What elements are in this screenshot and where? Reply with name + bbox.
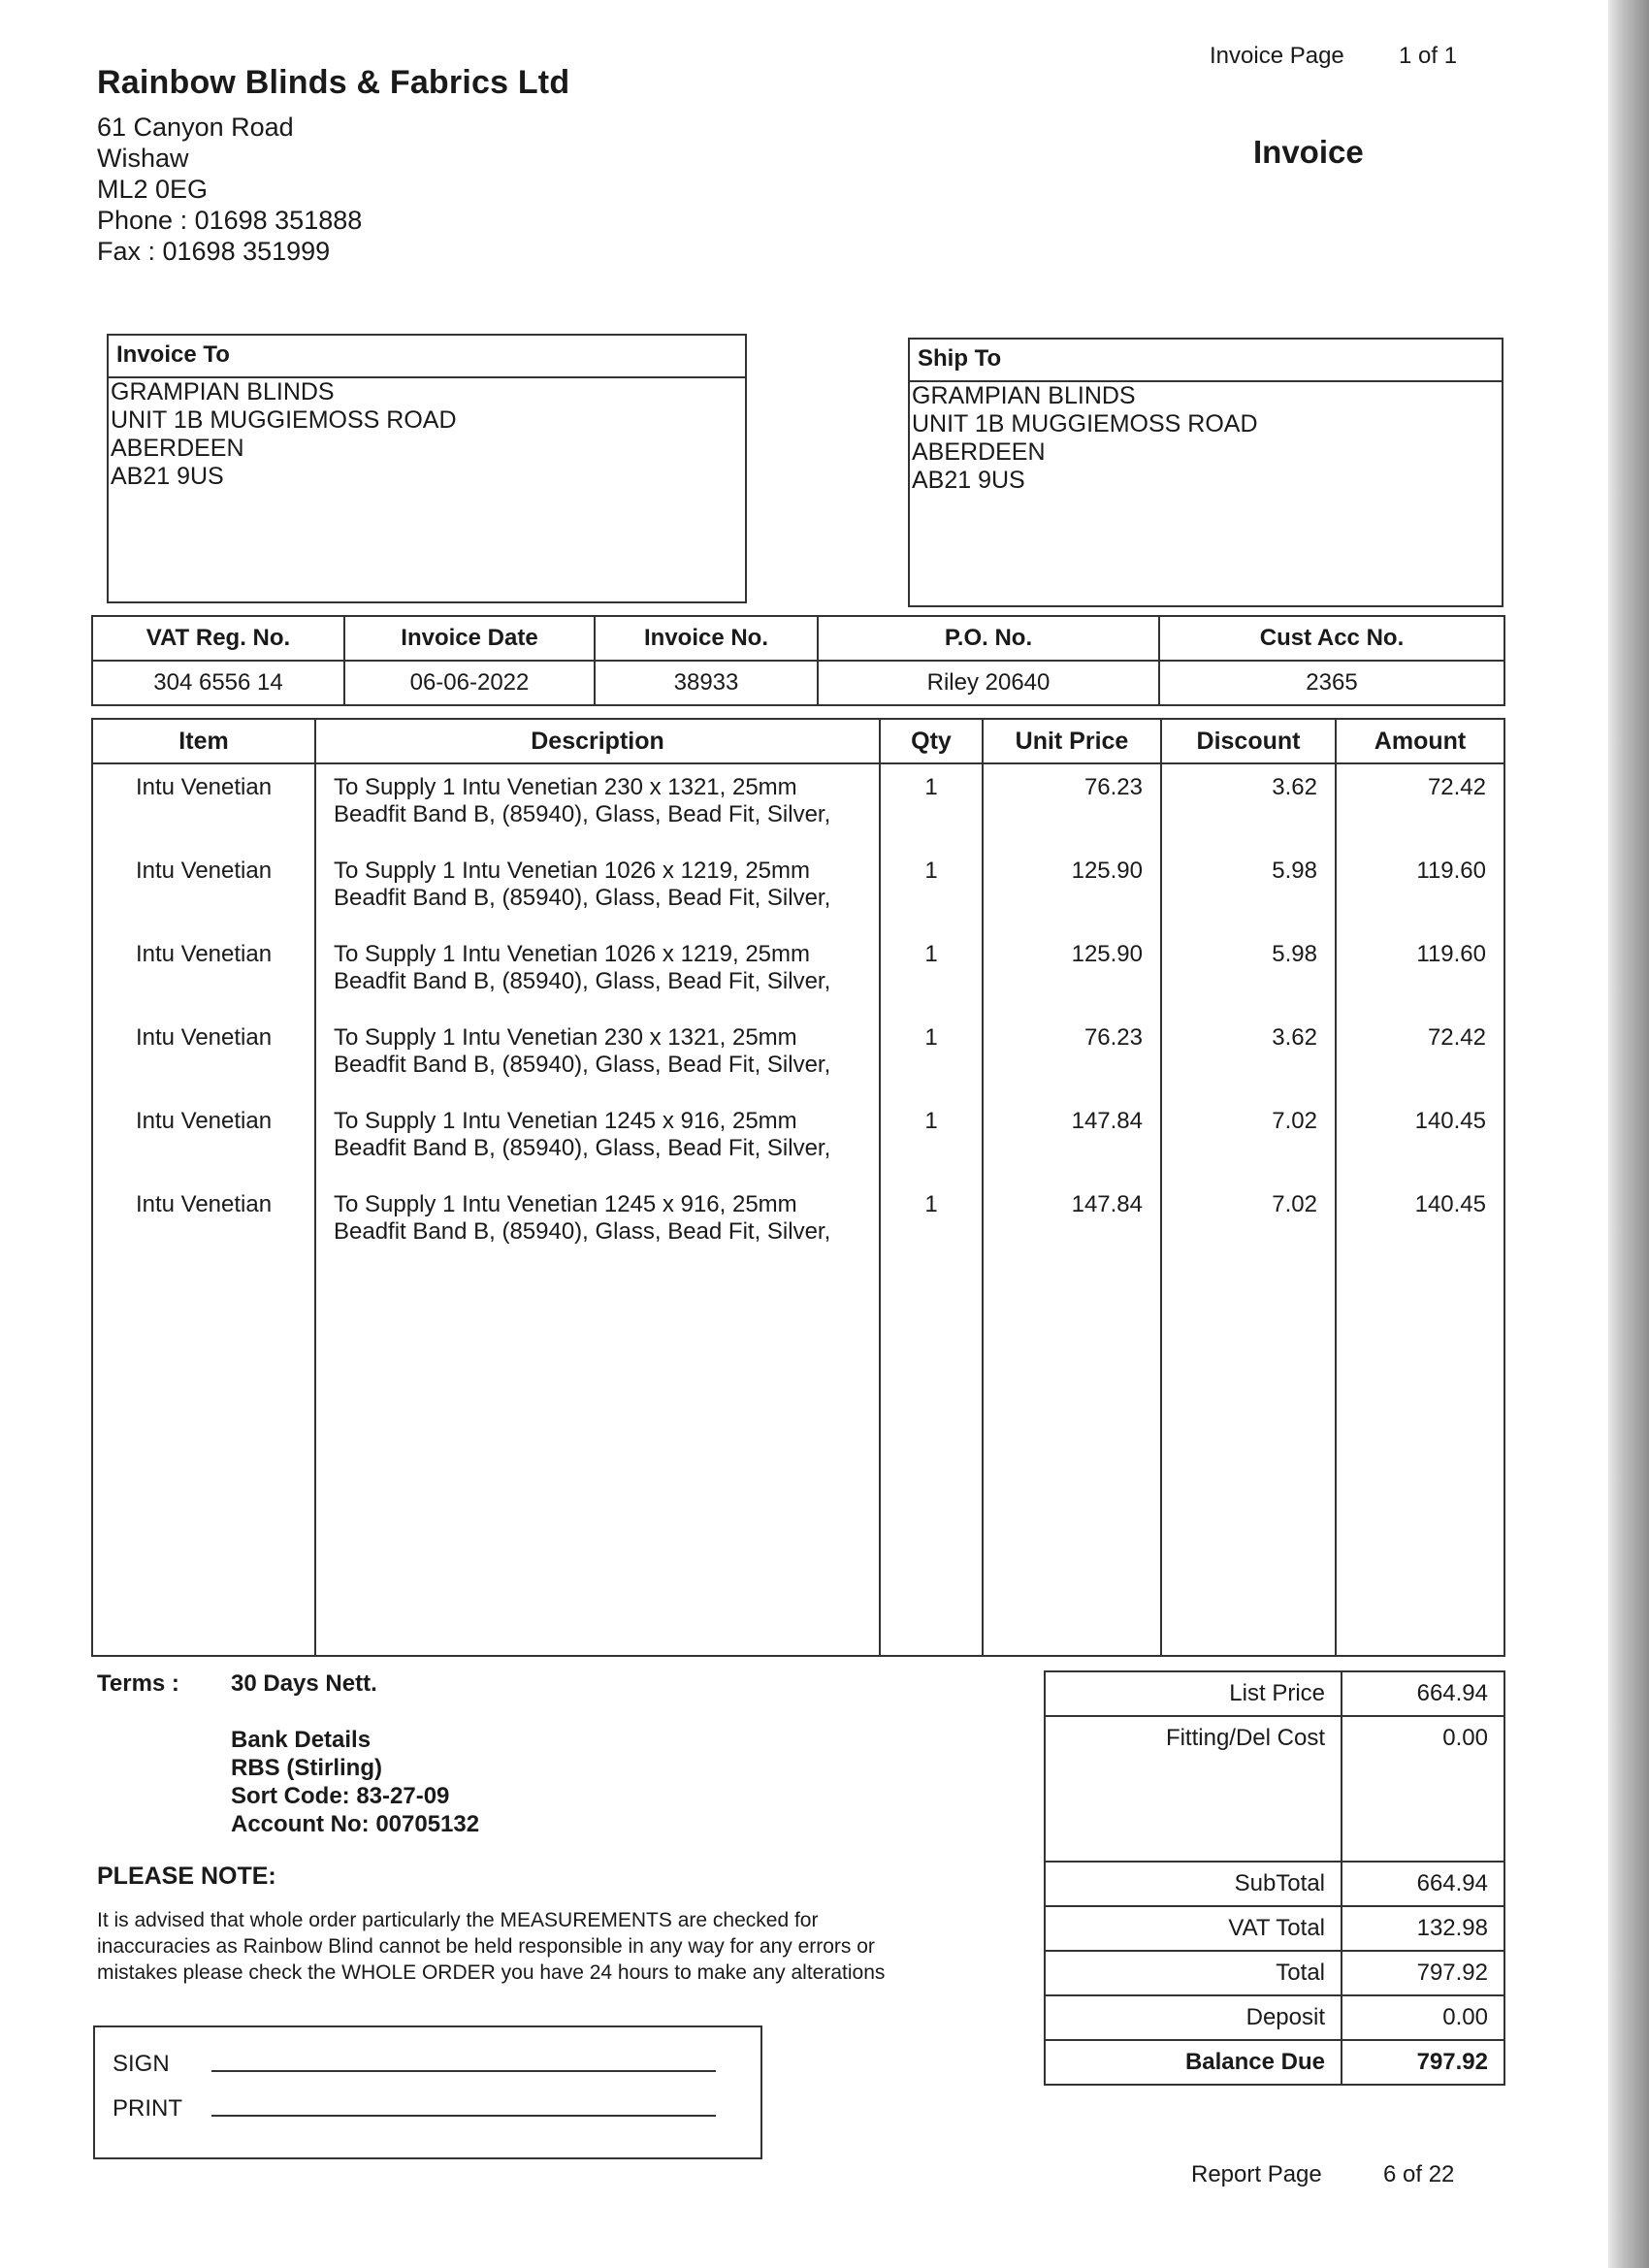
description-line: To Supply 1 Intu Venetian 1026 x 1219, 25mm <box>334 941 811 967</box>
description-line: Beadfit Band B, (85940), Glass, Bead Fit, Silver, <box>334 1052 831 1078</box>
bank-details-title: Bank Details <box>231 1727 372 1753</box>
description-line: Beadfit Band B, (85940), Glass, Bead Fit, Silver, <box>334 885 831 911</box>
table-filler-row <box>92 1265 1504 1656</box>
invoice-page-value: 1 of 1 <box>1399 43 1458 69</box>
unit-price-cell: 147.84 <box>983 1182 1161 1265</box>
qty-header: Qty <box>880 719 983 763</box>
note-line: mistakes please check the WHOLE ORDER you have 24 hours to make any alterations <box>97 1961 886 1984</box>
description-line: Beadfit Band B, (85940), Glass, Bead Fit, Silver, <box>334 801 831 827</box>
please-note-title: PLEASE NOTE: <box>97 1863 276 1890</box>
description-line: Beadfit Band B, (85940), Glass, Bead Fit, Silver, <box>334 968 831 994</box>
balance-due-value: 797.92 <box>1342 2040 1504 2085</box>
description-cell <box>315 931 880 1015</box>
subtotal-label: SubTotal <box>1045 1862 1342 1906</box>
account-number: Account No: 00705132 <box>231 1811 480 1837</box>
unit-price-cell: 147.84 <box>983 1098 1161 1182</box>
item-cell: Intu Venetian <box>92 763 315 848</box>
table-row <box>92 931 1504 1015</box>
line-items-table <box>91 718 1505 1657</box>
note-line: inaccuracies as Rainbow Blind cannot be held responsible in any way for any errors or <box>97 1935 875 1958</box>
discount-header: Discount <box>1161 719 1336 763</box>
amount-cell: 119.60 <box>1336 931 1504 1015</box>
discount-cell: 3.62 <box>1161 1015 1336 1098</box>
description-line: Beadfit Band B, (85940), Glass, Bead Fit, Silver, <box>334 1218 831 1245</box>
company-fax: Fax : 01698 351999 <box>97 237 331 266</box>
print-line[interactable] <box>211 2115 716 2117</box>
ship-to-title: Ship To <box>910 340 1502 382</box>
invoice-to-title: Invoice To <box>109 336 745 378</box>
bank-name: RBS (Stirling) <box>231 1755 382 1781</box>
terms-label: Terms : <box>97 1670 179 1697</box>
description-header: Description <box>315 719 880 763</box>
amount-cell: 119.60 <box>1336 848 1504 931</box>
amount-cell: 140.45 <box>1336 1182 1504 1265</box>
report-page-label: Report Page <box>1191 2161 1322 2187</box>
invoice-to-line: UNIT 1B MUGGIEMOSS ROAD <box>111 406 457 434</box>
po-no-value: Riley 20640 <box>818 661 1159 705</box>
invoice-date-value: 06-06-2022 <box>344 661 595 705</box>
invoice-to-line: ABERDEEN <box>111 435 244 462</box>
invoice-to-box <box>107 334 747 603</box>
table-row <box>92 1015 1504 1098</box>
report-page-value: 6 of 22 <box>1383 2161 1455 2187</box>
ship-to-line: AB21 9US <box>912 467 1025 494</box>
subtotal-value: 664.94 <box>1342 1862 1504 1906</box>
company-address-line: 61 Canyon Road <box>97 113 294 142</box>
ship-to-line: UNIT 1B MUGGIEMOSS ROAD <box>912 410 1258 437</box>
qty-cell: 1 <box>880 1182 983 1265</box>
invoice-to-line: AB21 9US <box>111 463 224 490</box>
scan-edge-shadow <box>1608 0 1649 2268</box>
description-line: To Supply 1 Intu Venetian 1245 x 916, 25mm <box>334 1108 797 1134</box>
description-line: Beadfit Band B, (85940), Glass, Bead Fit, Silver, <box>334 1135 831 1161</box>
ship-to-line: GRAMPIAN BLINDS <box>912 382 1136 409</box>
totals-table <box>1044 1670 1505 2086</box>
unit-price-header: Unit Price <box>983 719 1161 763</box>
invoice-no-value: 38933 <box>595 661 818 705</box>
invoice-to-line: GRAMPIAN BLINDS <box>111 378 335 405</box>
item-cell: Intu Venetian <box>92 931 315 1015</box>
table-row <box>92 1182 1504 1265</box>
document-title: Invoice <box>1253 134 1364 170</box>
note-line: It is advised that whole order particularly the MEASUREMENTS are checked for <box>97 1909 819 1931</box>
item-cell: Intu Venetian <box>92 1015 315 1098</box>
table-row <box>92 763 1504 848</box>
discount-cell: 7.02 <box>1161 1182 1336 1265</box>
qty-cell: 1 <box>880 1015 983 1098</box>
item-cell: Intu Venetian <box>92 1182 315 1265</box>
description-cell <box>315 848 880 931</box>
po-no-header: P.O. No. <box>818 616 1159 661</box>
discount-cell: 5.98 <box>1161 931 1336 1015</box>
description-cell <box>315 763 880 848</box>
cust-acc-value: 2365 <box>1159 661 1504 705</box>
company-name: Rainbow Blinds & Fabrics Ltd <box>97 64 570 101</box>
vat-total-value: 132.98 <box>1342 1906 1504 1951</box>
description-line: To Supply 1 Intu Venetian 1245 x 916, 25mm <box>334 1191 797 1217</box>
qty-cell: 1 <box>880 848 983 931</box>
table-row <box>92 1098 1504 1182</box>
amount-cell: 140.45 <box>1336 1098 1504 1182</box>
vat-reg-value: 304 6556 14 <box>92 661 344 705</box>
description-line: To Supply 1 Intu Venetian 230 x 1321, 25mm <box>334 774 797 800</box>
ship-to-line: ABERDEEN <box>912 438 1046 466</box>
deposit-value: 0.00 <box>1342 1995 1504 2040</box>
vat-reg-header: VAT Reg. No. <box>92 616 344 661</box>
invoice-page-label: Invoice Page <box>1210 43 1344 69</box>
description-cell <box>315 1098 880 1182</box>
ship-to-box <box>908 338 1504 607</box>
discount-cell: 3.62 <box>1161 763 1336 848</box>
unit-price-cell: 76.23 <box>983 763 1161 848</box>
description-line: To Supply 1 Intu Venetian 1026 x 1219, 25mm <box>334 858 811 884</box>
total-value: 797.92 <box>1342 1951 1504 1995</box>
fitting-cost-label: Fitting/Del Cost <box>1045 1716 1342 1862</box>
please-note-text <box>97 1907 1067 1986</box>
item-header: Item <box>92 719 315 763</box>
sort-code: Sort Code: 83-27-09 <box>231 1783 450 1809</box>
amount-cell: 72.42 <box>1336 763 1504 848</box>
discount-cell: 5.98 <box>1161 848 1336 931</box>
item-cell: Intu Venetian <box>92 848 315 931</box>
company-address-line: Wishaw <box>97 144 189 173</box>
terms-value: 30 Days Nett. <box>231 1670 377 1697</box>
unit-price-cell: 125.90 <box>983 848 1161 931</box>
balance-due-label: Balance Due <box>1045 2040 1342 2085</box>
print-label: PRINT <box>113 2095 182 2122</box>
amount-header: Amount <box>1336 719 1504 763</box>
invoice-date-header: Invoice Date <box>344 616 595 661</box>
list-price-label: List Price <box>1045 1671 1342 1716</box>
company-address-line: ML2 0EG <box>97 175 209 204</box>
signature-box <box>93 2025 762 2159</box>
deposit-label: Deposit <box>1045 1995 1342 2040</box>
company-phone: Phone : 01698 351888 <box>97 206 363 235</box>
description-cell <box>315 1182 880 1265</box>
qty-cell: 1 <box>880 931 983 1015</box>
unit-price-cell: 125.90 <box>983 931 1161 1015</box>
sign-label: SIGN <box>113 2051 170 2077</box>
cust-acc-header: Cust Acc No. <box>1159 616 1504 661</box>
invoice-no-header: Invoice No. <box>595 616 818 661</box>
unit-price-cell: 76.23 <box>983 1015 1161 1098</box>
total-label: Total <box>1045 1951 1342 1995</box>
sign-line[interactable] <box>211 2070 716 2072</box>
description-cell <box>315 1015 880 1098</box>
item-cell: Intu Venetian <box>92 1098 315 1182</box>
fitting-cost-value: 0.00 <box>1342 1716 1504 1862</box>
discount-cell: 7.02 <box>1161 1098 1336 1182</box>
qty-cell: 1 <box>880 763 983 848</box>
description-line: To Supply 1 Intu Venetian 230 x 1321, 25mm <box>334 1024 797 1051</box>
table-row <box>92 848 1504 931</box>
qty-cell: 1 <box>880 1098 983 1182</box>
amount-cell: 72.42 <box>1336 1015 1504 1098</box>
vat-total-label: VAT Total <box>1045 1906 1342 1951</box>
invoice-meta-table <box>91 615 1505 706</box>
list-price-value: 664.94 <box>1342 1671 1504 1716</box>
